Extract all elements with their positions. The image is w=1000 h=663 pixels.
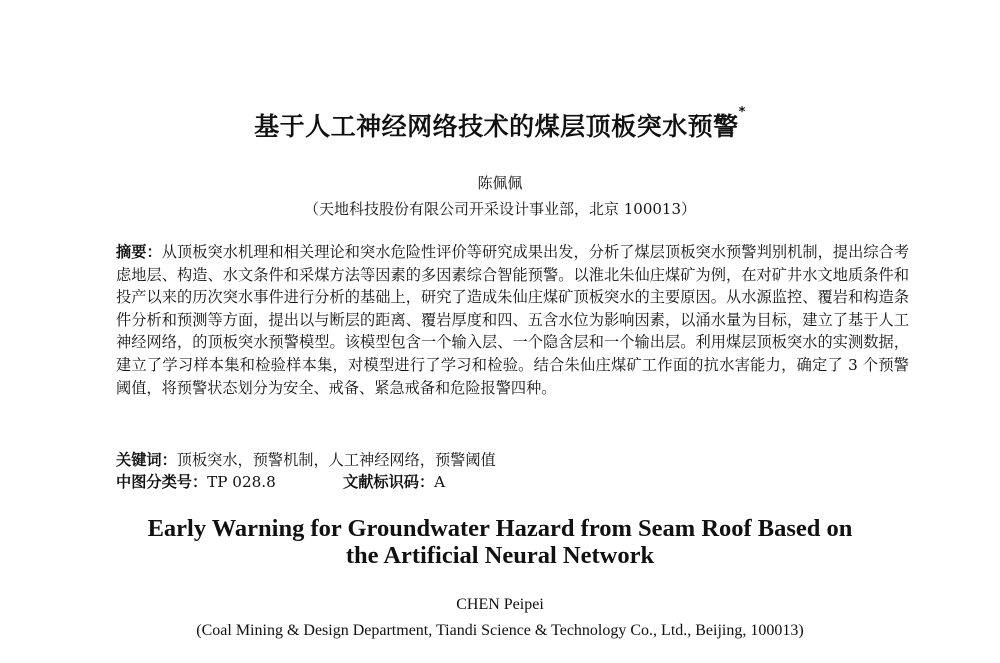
english-author: CHEN Peipei bbox=[456, 596, 544, 613]
english-title-line-2: the Artificial Neural Network bbox=[345, 542, 655, 569]
english-title-line-1: Early Warning for Groundwater Hazard from Seam Roof Based on bbox=[147, 515, 853, 542]
document-code bbox=[343, 471, 445, 493]
chinese-title bbox=[0, 107, 1000, 143]
title-footnote-mark: * bbox=[738, 105, 746, 120]
keywords-label: 关键词： bbox=[116, 451, 177, 469]
english-affiliation: (Coal Mining & Design Department, Tiandi Science & Technology Co., Ltd., Beijing, 100013) bbox=[196, 622, 804, 639]
chinese-affiliation: （天地科技股份有限公司开采设计事业部，北京 100013） bbox=[303, 200, 697, 218]
doc-code-value: A bbox=[434, 473, 446, 491]
clc-value: TP 028.8 bbox=[207, 473, 276, 491]
keywords-text: 顶板突水，预警机制，人工神经网络，预警阈值 bbox=[176, 451, 496, 469]
chinese-title-text: 基于人工神经网络技术的煤层顶板突水预警 bbox=[254, 112, 739, 141]
abstract-label: 摘要： bbox=[116, 243, 162, 261]
doc-code-label: 文献标识码： bbox=[343, 473, 435, 491]
chinese-abstract bbox=[116, 241, 909, 399]
chinese-keywords bbox=[116, 449, 909, 471]
english-title bbox=[0, 515, 1000, 569]
clc-label: 中图分类号： bbox=[116, 473, 208, 491]
classification-line bbox=[116, 471, 909, 493]
abstract-text: 从顶板突水机理和相关理论和突水危险性评价等研究成果出发，分析了煤层顶板突水预警判别机制，提出综合考虑地层、构造、水文条件和采煤方法等因素的多因素综合智能预警。以淮北朱仙庄煤矿为例，在对矿井水文地质条件和投产以来的历次突水事件进行分析的基础上，研究了造成朱仙庄煤矿顶板突水的主要原因。从水源监控、覆岩和构造条件分析和预测等方面，提出以与断层的距离、覆岩厚度和四、五含水位为影响因素，以涌水量为目标，建立了基于人工神经网络，的顶板突水预警模型。该模型包含一个输入层、一个隐含层和一个输出层。利用煤层顶板突水的实测数据，建立了学习样本集和检验样本集，对模型进行了学习和检验。结合朱仙庄煤矿工作面的抗水害能力，确定了 3 个预警阈值，将预警状态划分为安全、戒备、紧急戒备和危险报警四种。 bbox=[116, 243, 910, 397]
chinese-author: 陈佩佩 bbox=[477, 174, 523, 192]
